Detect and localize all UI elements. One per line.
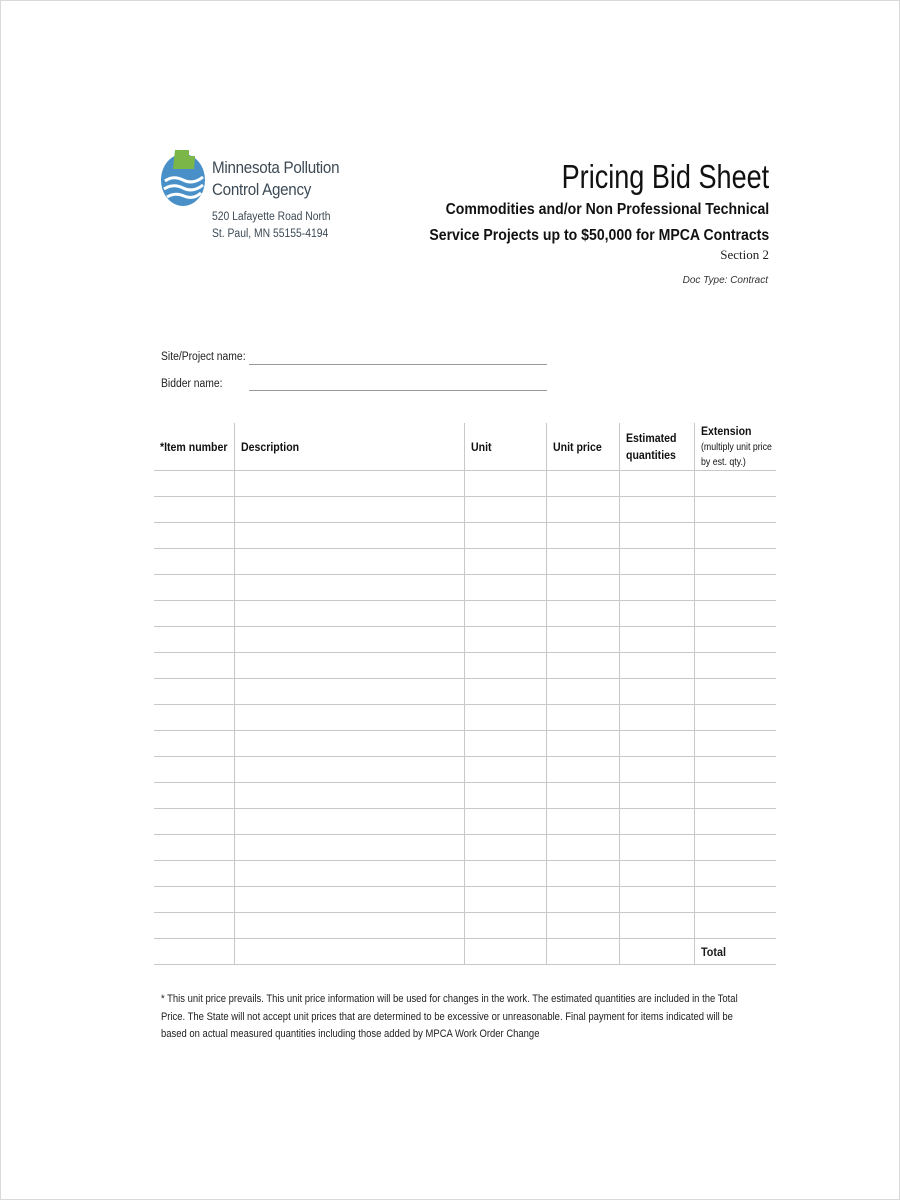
site-project-label: Site/Project name: — [161, 351, 246, 363]
cell-item-number[interactable] — [154, 783, 234, 809]
org-address-line2: St. Paul, MN 55155-4194 — [212, 228, 329, 240]
cell-unit[interactable] — [464, 861, 546, 887]
cell-description[interactable] — [234, 861, 464, 887]
cell-estimated-quantities[interactable] — [619, 861, 694, 887]
cell-item-number[interactable] — [154, 861, 234, 887]
cell-item-number[interactable] — [154, 887, 234, 913]
col-estimated-quantities: Estimated quantities — [619, 423, 694, 471]
cell-unit[interactable] — [464, 835, 546, 861]
col-extension-note: (multiply unit price by est. qty.) — [700, 442, 772, 468]
table-row — [154, 679, 776, 705]
cell-unit[interactable] — [464, 705, 546, 731]
cell-estimated-quantities[interactable] — [619, 835, 694, 861]
cell-extension[interactable] — [694, 913, 776, 939]
table-row — [154, 497, 776, 523]
cell-item-number[interactable] — [154, 601, 234, 627]
table-row — [154, 809, 776, 835]
cell-estimated-quantities[interactable] — [619, 653, 694, 679]
cell-unit[interactable] — [464, 471, 546, 497]
cell-description[interactable] — [234, 601, 464, 627]
col-unit-price: Unit price — [546, 423, 619, 471]
cell-extension[interactable] — [694, 575, 776, 601]
cell-unit-price[interactable] — [546, 887, 619, 913]
cell-description[interactable] — [234, 731, 464, 757]
cell-estimated-quantities[interactable] — [619, 731, 694, 757]
total-row-cell — [154, 939, 234, 965]
cell-unit-price[interactable] — [546, 783, 619, 809]
cell-description[interactable] — [234, 783, 464, 809]
cell-estimated-quantities[interactable] — [619, 549, 694, 575]
table-row — [154, 653, 776, 679]
cell-item-number[interactable] — [154, 549, 234, 575]
table-row — [154, 627, 776, 653]
cell-extension[interactable] — [694, 601, 776, 627]
cell-description[interactable] — [234, 575, 464, 601]
table-row — [154, 861, 776, 887]
cell-extension[interactable] — [694, 471, 776, 497]
cell-unit-price[interactable] — [546, 809, 619, 835]
bidder-name-field[interactable] — [249, 390, 547, 391]
cell-description[interactable] — [234, 835, 464, 861]
cell-unit-price[interactable] — [546, 861, 619, 887]
cell-unit-price[interactable] — [546, 549, 619, 575]
table-header-row — [154, 423, 776, 471]
col-extension-label: Extension — [700, 424, 751, 438]
doc-subtitle-line2: Service Projects up to $50,000 for MPCA Contracts — [429, 227, 769, 244]
title-block — [383, 157, 769, 249]
cell-extension[interactable] — [694, 705, 776, 731]
table-row — [154, 731, 776, 757]
cell-item-number[interactable] — [154, 679, 234, 705]
table-row — [154, 549, 776, 575]
cell-estimated-quantities[interactable] — [619, 705, 694, 731]
cell-extension[interactable] — [694, 497, 776, 523]
cell-extension[interactable] — [694, 627, 776, 653]
cell-description[interactable] — [234, 887, 464, 913]
cell-unit-price[interactable] — [546, 679, 619, 705]
cell-extension[interactable] — [694, 757, 776, 783]
cell-unit-price[interactable] — [546, 497, 619, 523]
cell-unit[interactable] — [464, 549, 546, 575]
cell-estimated-quantities[interactable] — [619, 913, 694, 939]
cell-description[interactable] — [234, 523, 464, 549]
cell-extension[interactable] — [694, 679, 776, 705]
col-item-number: *Item number — [154, 423, 234, 471]
cell-estimated-quantities[interactable] — [619, 783, 694, 809]
cell-description[interactable] — [234, 471, 464, 497]
org-name: Minnesota Pollution Control Agency — [212, 159, 340, 199]
doc-type-label: Doc Type: Contract — [682, 275, 768, 286]
table-row — [154, 757, 776, 783]
cell-estimated-quantities[interactable] — [619, 471, 694, 497]
cell-item-number[interactable] — [154, 471, 234, 497]
cell-item-number[interactable] — [154, 731, 234, 757]
cell-unit[interactable] — [464, 627, 546, 653]
total-label: Total — [694, 939, 776, 965]
cell-unit-price[interactable] — [546, 523, 619, 549]
cell-estimated-quantities[interactable] — [619, 679, 694, 705]
total-row-cell — [546, 939, 619, 965]
cell-item-number[interactable] — [154, 705, 234, 731]
cell-description[interactable] — [234, 705, 464, 731]
cell-description[interactable] — [234, 653, 464, 679]
cell-item-number[interactable] — [154, 627, 234, 653]
table-body — [154, 471, 776, 965]
footnote: * This unit price prevails. This unit price information will be used for changes in the work. The estimated quantities are included in the Total Price. The State will not accept unit prices that are determined to be excessive or unreasonable. Final payment for items indicated will be based on actual measured quantities including those added by MPCA Work Order Change — [161, 993, 738, 1040]
col-description: Description — [234, 423, 464, 471]
table-row — [154, 471, 776, 497]
table-row — [154, 783, 776, 809]
total-row-cell — [619, 939, 694, 965]
cell-description[interactable] — [234, 497, 464, 523]
col-extension — [694, 423, 776, 471]
doc-title: Pricing Bid Sheet — [561, 158, 769, 195]
site-project-field[interactable] — [249, 364, 547, 365]
cell-extension[interactable] — [694, 549, 776, 575]
cell-estimated-quantities[interactable] — [619, 627, 694, 653]
cell-unit[interactable] — [464, 575, 546, 601]
cell-extension[interactable] — [694, 783, 776, 809]
cell-unit[interactable] — [464, 809, 546, 835]
cell-extension[interactable] — [694, 731, 776, 757]
cell-description[interactable] — [234, 679, 464, 705]
cell-unit[interactable] — [464, 601, 546, 627]
cell-item-number[interactable] — [154, 809, 234, 835]
cell-item-number[interactable] — [154, 575, 234, 601]
cell-unit[interactable] — [464, 731, 546, 757]
cell-unit[interactable] — [464, 783, 546, 809]
cell-unit-price[interactable] — [546, 731, 619, 757]
cell-unit-price[interactable] — [546, 835, 619, 861]
cell-unit[interactable] — [464, 913, 546, 939]
col-unit: Unit — [464, 423, 546, 471]
cell-description[interactable] — [234, 549, 464, 575]
total-row-cell — [234, 939, 464, 965]
cell-estimated-quantities[interactable] — [619, 601, 694, 627]
table-row — [154, 575, 776, 601]
cell-unit[interactable] — [464, 653, 546, 679]
cell-unit[interactable] — [464, 679, 546, 705]
table-row — [154, 601, 776, 627]
cell-unit-price[interactable] — [546, 913, 619, 939]
cell-extension[interactable] — [694, 653, 776, 679]
table-row — [154, 887, 776, 913]
cell-description[interactable] — [234, 757, 464, 783]
org-address — [212, 209, 365, 243]
table-row — [154, 913, 776, 939]
cell-description[interactable] — [234, 809, 464, 835]
cell-item-number[interactable] — [154, 523, 234, 549]
cell-extension[interactable] — [694, 887, 776, 913]
cell-extension[interactable] — [694, 861, 776, 887]
doc-subtitle-line1: Commodities and/or Non Professional Technical — [445, 201, 769, 218]
section-label: Section 2 — [720, 247, 769, 262]
table-row — [154, 835, 776, 861]
cell-extension[interactable] — [694, 523, 776, 549]
cell-unit[interactable] — [464, 523, 546, 549]
total-row-cell — [464, 939, 546, 965]
total-row — [154, 939, 776, 965]
cell-unit-price[interactable] — [546, 601, 619, 627]
cell-estimated-quantities[interactable] — [619, 497, 694, 523]
cell-item-number[interactable] — [154, 757, 234, 783]
cell-unit-price[interactable] — [546, 575, 619, 601]
mpca-logo — [159, 147, 379, 247]
cell-extension[interactable] — [694, 835, 776, 861]
cell-description[interactable] — [234, 913, 464, 939]
org-address-line1: 520 Lafayette Road North — [212, 211, 331, 223]
cell-estimated-quantities[interactable] — [619, 809, 694, 835]
cell-unit[interactable] — [464, 757, 546, 783]
cell-extension[interactable] — [694, 809, 776, 835]
bidder-name-label: Bidder name: — [161, 378, 223, 390]
cell-estimated-quantities[interactable] — [619, 523, 694, 549]
cell-item-number[interactable] — [154, 913, 234, 939]
pricing-table — [154, 423, 776, 965]
cell-unit[interactable] — [464, 887, 546, 913]
cell-item-number[interactable] — [154, 653, 234, 679]
cell-unit-price[interactable] — [546, 653, 619, 679]
cell-estimated-quantities[interactable] — [619, 887, 694, 913]
cell-description[interactable] — [234, 627, 464, 653]
cell-item-number[interactable] — [154, 835, 234, 861]
cell-item-number[interactable] — [154, 497, 234, 523]
mpca-logo-icon — [159, 147, 207, 209]
cell-unit-price[interactable] — [546, 705, 619, 731]
cell-unit-price[interactable] — [546, 471, 619, 497]
cell-estimated-quantities[interactable] — [619, 757, 694, 783]
cell-unit-price[interactable] — [546, 627, 619, 653]
cell-unit-price[interactable] — [546, 757, 619, 783]
table-row — [154, 523, 776, 549]
table-row — [154, 705, 776, 731]
cell-estimated-quantities[interactable] — [619, 575, 694, 601]
cell-unit[interactable] — [464, 497, 546, 523]
